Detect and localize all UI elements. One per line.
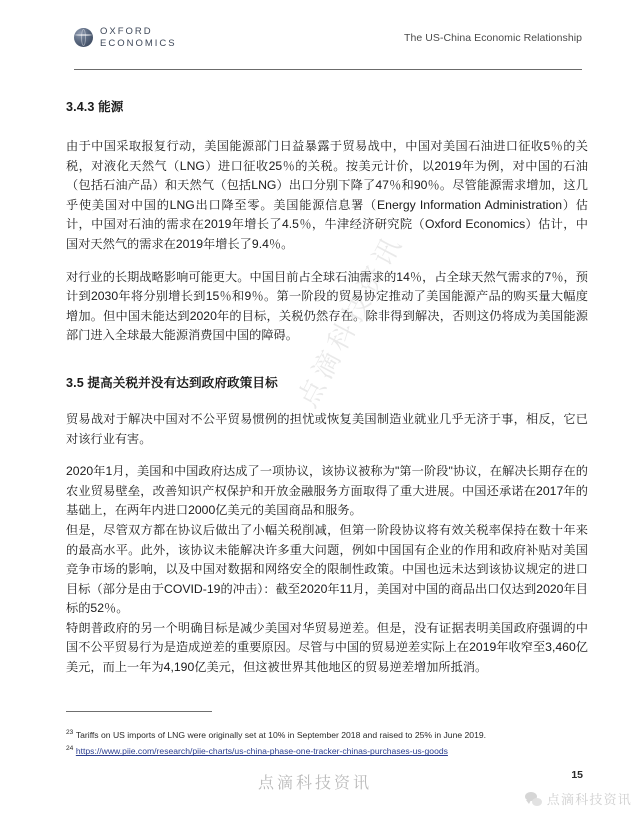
paragraph-long-term-strategy: 对行业的长期战略影响可能更大。中国目前占全球石油需求的14％，占全球天然气需求的7％，预计到2030年将分别增长到15％和9％。第一阶段的贸易协定推动了美国能源产品的购买量大幅度增加。但中国未能达到2020年的目标，关税仍然存在。除非得到解决，否则这仍将成为美国能源部门进入全球最大能源消费国中国的障碍。 xyxy=(66,269,588,343)
page-number: 15 xyxy=(571,769,583,781)
footnote-list xyxy=(66,726,588,759)
logo-line-oxford: OXFORD xyxy=(100,26,153,37)
header-divider xyxy=(74,69,582,70)
paragraph-energy-tariffs: 由于中国采取报复行动，美国能源部门日益暴露于贸易战中，中国对美国石油进口征收5％的关税，对液化天然气（LNG）进口征收25％的关税。按美元计价，以2019年为例，对中国的石油（包括石油产品）和天然气（包括LNG）出口分别下降了47％和90％。尽管能源需求增加，这几乎使美国对中国的LNG出口降至零。美国能源信息署（Energy Information Administration）估计，中国对石油的需求在2019年增长了4.5％，牛津经济研究院（Oxford Economics）估计，中国对天然气的需求在2019年增长了9.4％。 xyxy=(66,139,588,251)
oxford-economics-logo xyxy=(74,26,177,49)
globe-icon xyxy=(74,28,93,47)
footnote-text: Tariffs on US imports of LNG were originally set at 10% in September 2018 and raised to 25% in June 2019. xyxy=(75,729,487,740)
watermark-footer-center: 点滴科技资讯 xyxy=(258,775,373,792)
footnote-item xyxy=(66,726,588,742)
watermark-diagonal: 点滴科技资讯 xyxy=(292,228,409,413)
paragraph-tariff-rates-remain: 但是，尽管双方都在协议后做出了小幅关税削减，但第一阶段协议将有效关税率保持在数十年来的最高水平。此外，该协议未能解决许多重大问题，例如中国国有企业的作用和政府补贴对美国竞争市场的影响，以及中国对数据和网络安全的限制性政策。中国也远未达到该协议规定的进口目标（部分是由于COVID-19的冲击）：截至2020年11月，美国对中国的商品出口仅达到2020年目标的52％。 xyxy=(66,522,588,616)
header-title: The US-China Economic Relationship xyxy=(404,32,582,44)
watermark-wechat-badge xyxy=(525,789,632,808)
section-heading-3-5: 3.5 提高关税并没有达到政府政策目标 xyxy=(66,375,278,390)
footnote-divider xyxy=(66,711,212,712)
footnote-item xyxy=(66,742,588,758)
page-header xyxy=(74,26,582,60)
logo-text xyxy=(100,26,177,49)
footnote-link[interactable]: https://www.piie.com/research/piie-charts/us-china-phase-one-tracker-chinas-purchases-us-goods xyxy=(75,746,448,757)
document-body xyxy=(66,96,588,678)
footnote-marker: 24 xyxy=(66,745,74,753)
logo-line-economics: ECONOMICS xyxy=(100,37,177,49)
watermark-badge-label: 点滴科技资讯 xyxy=(546,792,632,807)
paragraph-phase-one-deal: 2020年1月，美国和中国政府达成了一项协议，该协议被称为"第一阶段"协议，在解决长期存在的农业贸易壁垒，改善知识产权保护和开放金融服务方面取得了重大进展。中国还承诺在2017年的基础上，在两年内进口2000亿美元的美国商品和服务。 xyxy=(66,464,588,518)
paragraph-trade-deficit: 特朗普政府的另一个明确目标是减少美国对华贸易逆差。但是，没有证据表明美国政府强调的中国不公平贸易行为是造成逆差的重要原因。尽管与中国的贸易逆差实际上在2019年收窄至3,460亿美元，而上一年为4,190亿美元，但这被世界其他地区的贸易逆差增加所抵消。 xyxy=(66,620,588,675)
section-heading-3-4-3: 3.4.3 能源 xyxy=(66,100,124,114)
footnote-marker: 23 xyxy=(66,729,74,736)
paragraph-trade-war-ineffective: 贸易战对于解决中国对不公平贸易惯例的担忧或恢复美国制造业就业几乎无济于事，相反，它已对该行业有害。 xyxy=(66,411,588,446)
wechat-icon xyxy=(525,792,542,806)
